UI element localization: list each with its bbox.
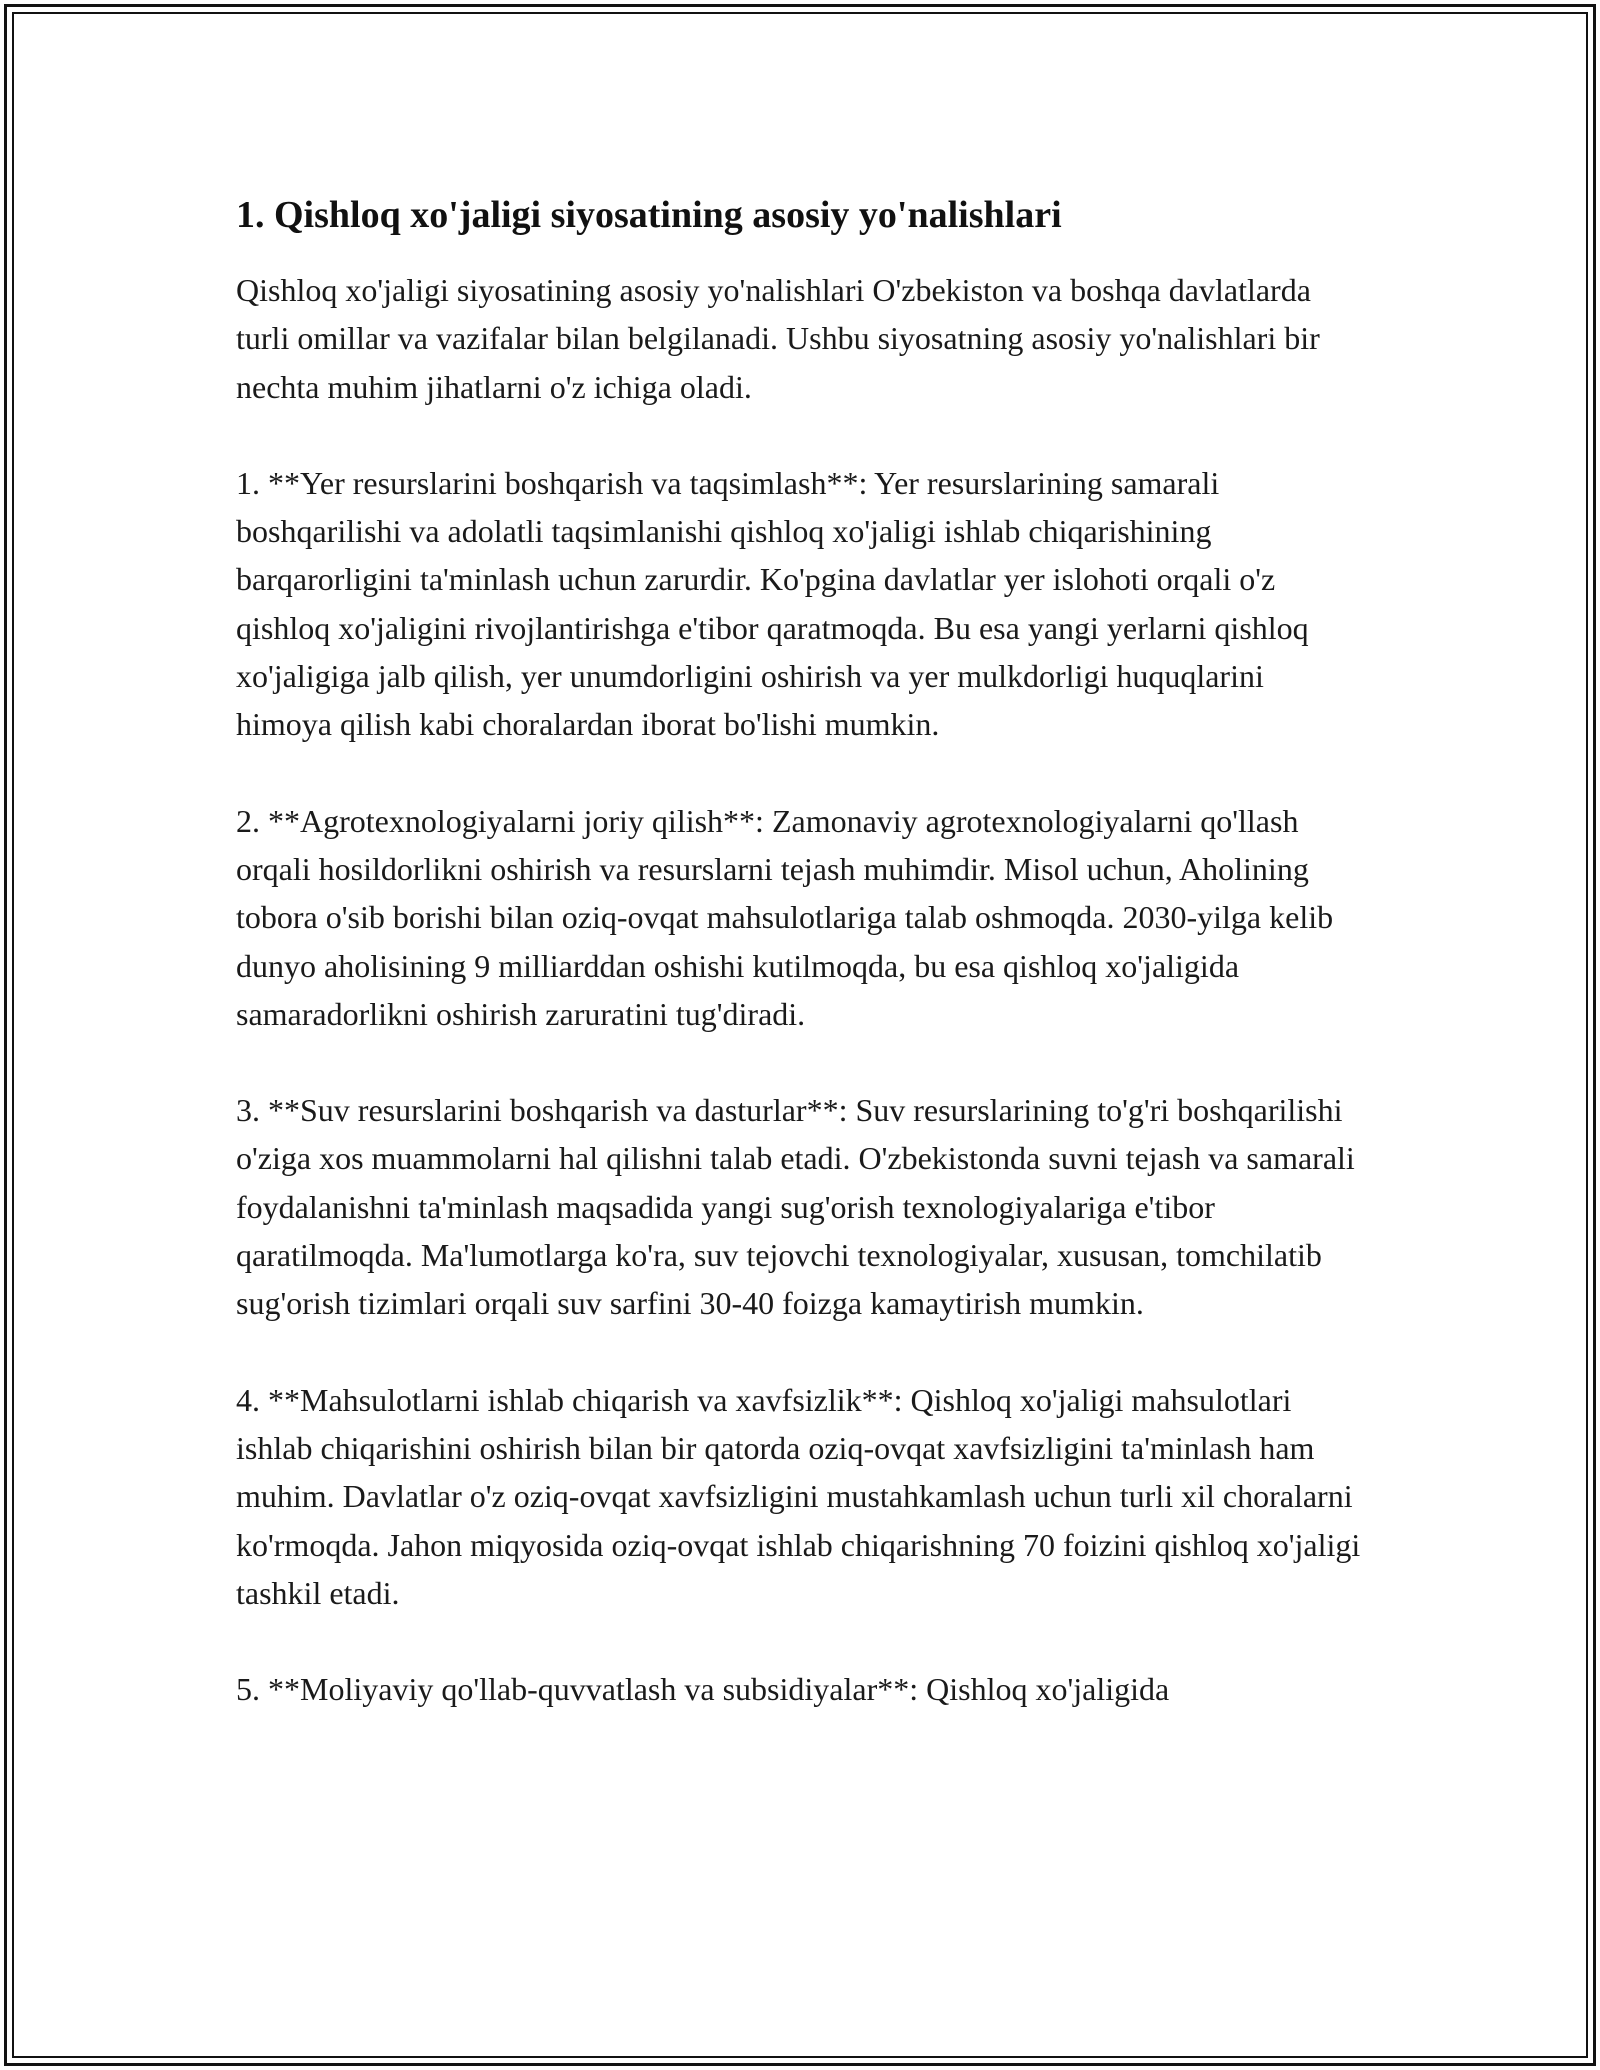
paragraph-water-resources: 3. **Suv resurslarini boshqarish va dasturlar**: Suv resurslarining to'g'ri boshqarilishi o'ziga xos muammolarni hal qilishni talab etadi. O'zbekistonda suvni tejash va samarali foydalanishni ta'minlash maqsadida yangi sug'orish texnologiyalariga e'tibor qaratilmoqda. Ma'lumotlarga ko'ra, suv tejovchi texnologiyalar, xususan, tomchilatib sug'orish tizimlari orqali suv sarfini 30-40 foizga kamaytirish mumkin. [236,1092,1355,1322]
paragraph-agrotechnologies: 2. **Agrotexnologiyalarni joriy qilish**: Zamonaviy agrotexnologiyalarni qo'llash orqali hosildorlikni oshirish va resurslarni tejash muhimdir. Misol uchun, Aholining tobora o'sib borishi bilan oziq-ovqat mahsulotlariga talab oshmoqda. 2030-yilga kelib dunyo aholisining 9 milliarddan oshishi kutilmoqda, bu esa qishloq xo'jaligida samaradorlikni oshirish zaruratini tug'diradi. [236,802,1334,1032]
paragraph-land-resources: 1. **Yer resurslarini boshqarish va taqsimlash**: Yer resurslarining samarali boshqarilishi va adolatli taqsimlanishi qishloq xo'jaligi ishlab chiqarishining barqarorligini ta'minlash uchun zarurdir. Ko'pgina davlatlar yer islohoti orqali o'z qishloq xo'jaligini rivojlantirishga e'tibor qaratmoqda. Bu esa yangi yerlarni qishloq xo'jaligiga jalb qilish, yer unumdorligini oshirish va yer mulkdorligi huquqlarini himoya qilish kabi choralardan iborat bo'lishi mumkin. [236,464,1309,743]
intro-paragraph: Qishloq xo'jaligi siyosatining asosiy yo'nalishlari O'zbekiston va boshqa davlatlarda turli omillar va vazifalar bilan belgilanadi. Ushbu siyosatning asosiy yo'nalishlari bir nechta muhim jihatlarni o'z ichiga oladi. [236,272,1320,405]
paragraph-financial-support: 5. **Moliyaviy qo'llab-quvvatlash va subsidiyalar**: Qishloq xo'jaligida [236,1671,1170,1708]
section-heading: 1. Qishloq xo'jaligi siyosatining asosiy yo'nalishlari [236,194,1062,236]
paragraph-production-security: 4. **Mahsulotlarni ishlab chiqarish va xavfsizlik**: Qishloq xo'jaligi mahsulotlari ishlab chiqarishini oshirish bilan bir qatorda oziq-ovqat xavfsizligini ta'minlash ham muhim. Davlatlar o'z oziq-ovqat xavfsizligini mustahkamlash uchun turli xil choralarni ko'rmoqda. Jahon miqyosida oziq-ovqat ishlab chiqarishning 70 foizini qishloq xo'jaligi tashkil etadi. [236,1381,1361,1611]
document-body [236,188,1366,1761]
